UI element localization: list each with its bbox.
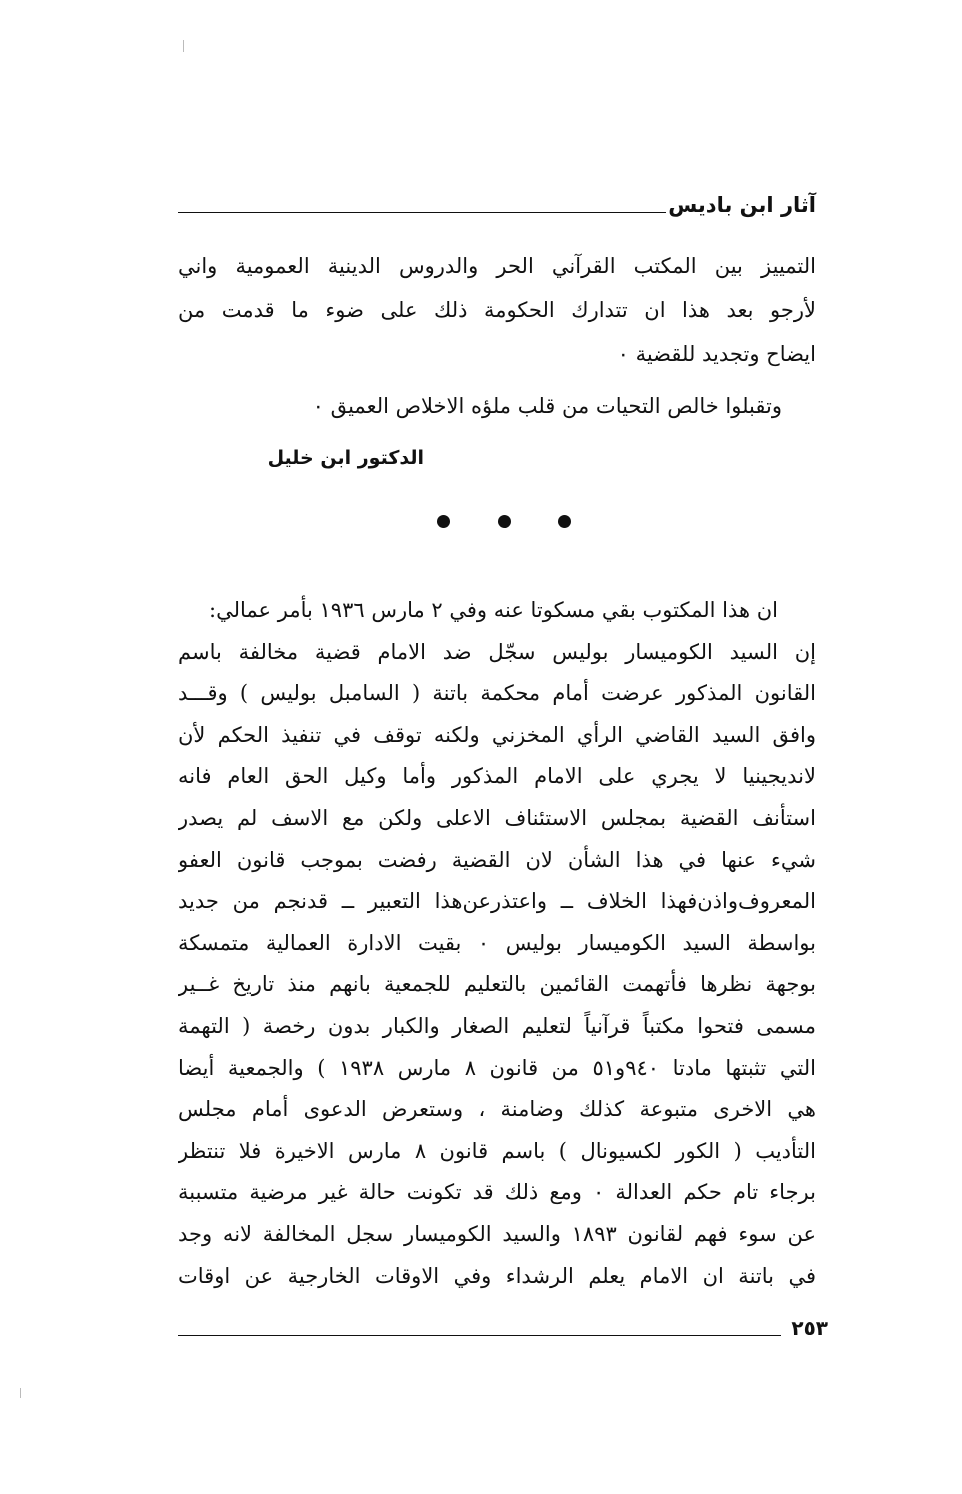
paragraph-line: مسمى فتحوا مكتباً قرآنياً لتعليم الصغار والكبار بدون رخصة ( التهمة <box>178 1013 816 1038</box>
paragraph-line: لانديجينيا لا يجري على الامام المذكور وأما وكيل الحق العام فانه <box>178 764 816 789</box>
paragraph-line: ايضاح وتجديد للقضية ٠ <box>617 342 816 366</box>
separator-dot <box>437 515 450 528</box>
paragraph-line: برجاء تام حكم العدالة ٠ ومع ذلك قد تكونت حالة غير مرضية متسببة <box>178 1180 816 1205</box>
paragraph-line: وافق السيد القاضي الرأي المخزني ولكنه توقف في تنفيذ الحكم لأن <box>178 722 816 747</box>
paragraph-line: إن السيد الكوميسار بوليس سجّل ضد الامام قضية مخالفة باسم <box>178 639 816 664</box>
separator-dot <box>498 515 511 528</box>
paragraph-line: استأنف القضية بمجلس الاستئناف الاعلى ولكن مع الاسف لم يصدر <box>178 805 816 830</box>
paragraph-1 <box>178 244 816 376</box>
paragraph-line: هي الاخرى متبوعة كذلك وضامنة ، وستعرض الدعوى أمام مجلس <box>178 1097 816 1122</box>
paragraph-line: شيء عنها في هذا الشأن لان القضية رفضت بموجب قانون العفو <box>178 847 816 872</box>
paragraph-line: المعروف‌واذن‌فهذا الخلاف ــ واعتذرعن‌هذا التعبير ــ قدنجم من جديد <box>178 889 816 914</box>
paragraph-line: ان هذا المكتوب بقي مسكوتا عنه وفي ٢ مارس ١٩٣٦ بأمر عمالي: <box>209 598 778 622</box>
closing-line: وتقبلوا خالص التحيات من قلب ملؤه الاخلاص العميق ٠ <box>312 394 782 418</box>
paragraph-line: في باتنة ان الامام يعلم الرشداء وفي الاوقات الخارجية عن اوقات <box>178 1263 816 1288</box>
separator-dot <box>558 515 571 528</box>
scan-speck <box>20 1388 21 1398</box>
paragraph-line: عن سوء فهم لقانون ١٨٩٣ والسيد الكوميسار سجل المخالفة لانه وجد <box>178 1221 816 1246</box>
paragraph-line: بواسطة السيد الكوميسار بوليس ٠ بقيت الادارة العمالية متمسكة <box>178 930 816 955</box>
paragraph-line: التي تثبتها مادتا ٩٤٠و٥١ من قانون ٨ مارس ١٩٣٨ ) والجمعية أيضا <box>178 1055 816 1080</box>
header-title: آثار ابن باديس <box>668 193 816 217</box>
section-separator <box>437 512 577 532</box>
header-rule <box>178 212 666 213</box>
paragraph-line: التمييز بين المكتب القرآني الحر والدروس الدينية العمومية واني <box>178 254 816 278</box>
paragraph-line: لأرجو بعد هذا ان تتدارك الحكومة ذلك على ضوء ما قدمت من <box>178 298 816 322</box>
paragraph-line: بوجهة نظرها فأتهمت القائمين بالتعليم للجمعية بانهم منذ تاريخ غــير <box>178 972 816 997</box>
paragraph-2 <box>178 590 816 1297</box>
page-number: ٢٥٣ <box>791 1316 828 1340</box>
running-header <box>178 186 816 216</box>
paragraph-line: التأديب ( الكور لكسيونال ) باسم قانون ٨ مارس الاخيرة فلا تنتظر <box>178 1138 816 1163</box>
signature: الدكتور ابن خليل <box>267 447 424 469</box>
page-footer <box>178 1308 828 1338</box>
footer-rule <box>178 1335 781 1336</box>
scan-speck <box>183 40 184 52</box>
paragraph-line: القانون المذكور عرضت أمام محكمة باتنة ( السامبل بوليس ) وقـــد <box>178 681 816 706</box>
